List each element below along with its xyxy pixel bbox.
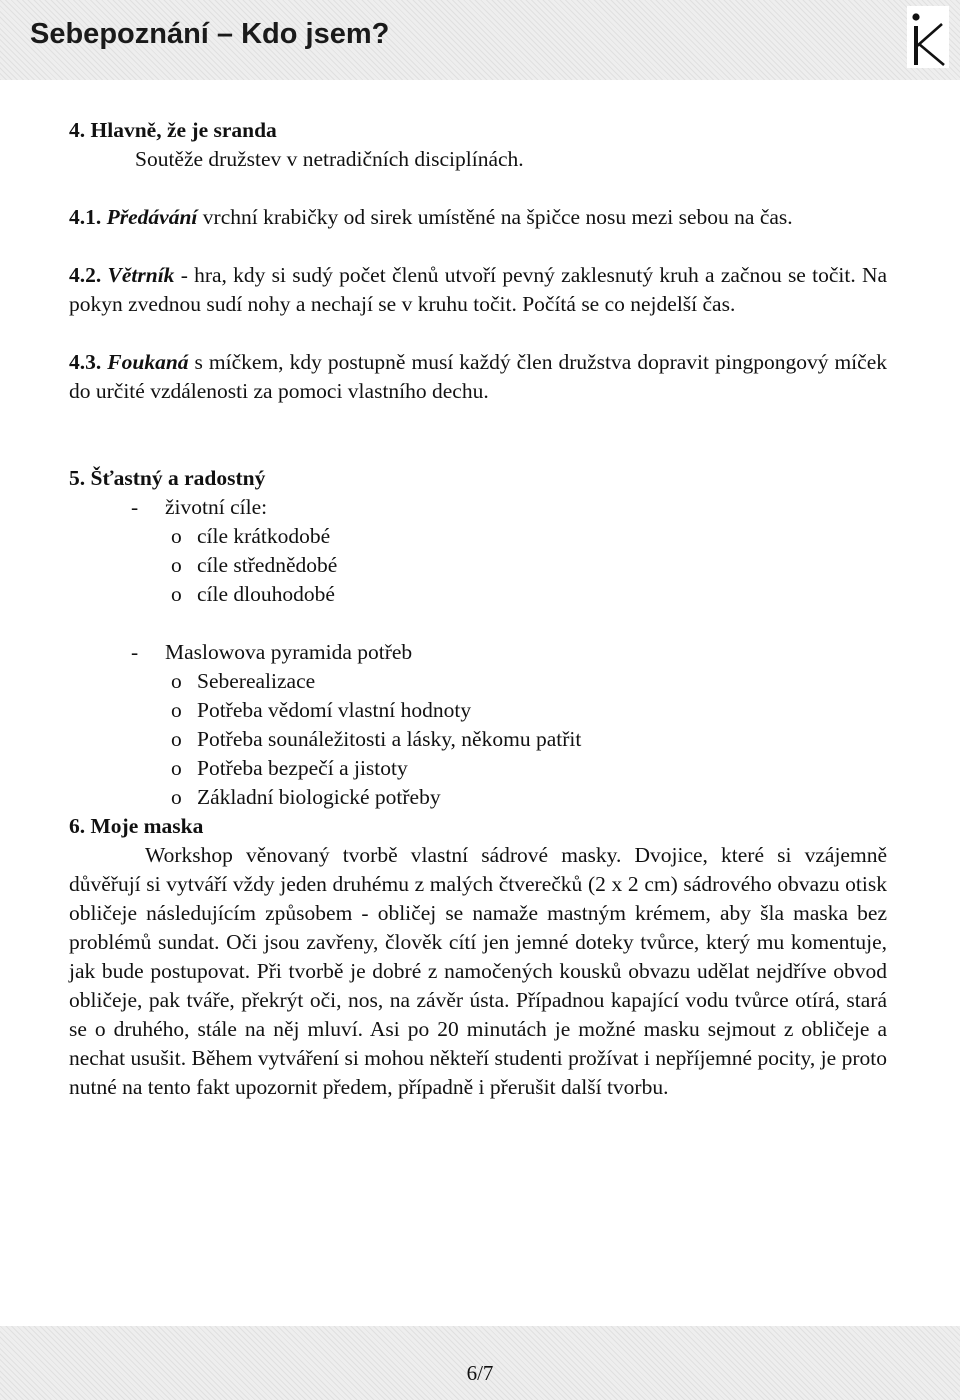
page-number: 6/7 xyxy=(466,1361,494,1385)
sub-item-text: cíle střednědobé xyxy=(197,553,338,577)
circle-bullet: o xyxy=(171,524,182,548)
sub-item-text: cíle krátkodobé xyxy=(197,524,331,548)
sub-item-text: Základní biologické potřeby xyxy=(197,785,441,809)
document-body xyxy=(69,116,887,1102)
sub-item-text: Seberealizace xyxy=(197,669,316,693)
dash-bullet: - xyxy=(131,495,139,519)
sub-list-item xyxy=(69,783,887,812)
page-footer xyxy=(0,1326,960,1400)
sub-item-text: Potřeba vědomí vlastní hodnoty xyxy=(197,698,472,722)
circle-bullet: o xyxy=(171,698,182,722)
item-4-2 xyxy=(69,261,887,319)
sub-list-item xyxy=(69,754,887,783)
circle-bullet: o xyxy=(171,727,182,751)
section-5-heading: 5. Šťastný a radostný xyxy=(69,466,266,490)
sub-list-item xyxy=(69,667,887,696)
list-item xyxy=(69,493,887,522)
sub-list-item xyxy=(69,580,887,609)
dash-bullet: - xyxy=(131,640,139,664)
document-title: Sebepoznání – Kdo jsem? xyxy=(30,18,390,50)
item-4-1 xyxy=(69,203,887,232)
sub-item-text: Potřeba bezpečí a jistoty xyxy=(197,756,408,780)
sub-item-text: Potřeba sounáležitosti a lásky, někomu patřit xyxy=(197,727,582,751)
section-6-paragraph xyxy=(69,841,887,1102)
sub-list-item xyxy=(69,725,887,754)
item-term: Předávání xyxy=(106,205,198,229)
item-4-3 xyxy=(69,348,887,406)
item-number: 4.2. xyxy=(69,263,102,287)
sub-list-item xyxy=(69,522,887,551)
item-text: s míčkem, kdy postupně musí každý člen družstva dopravit pingpongový míček do určité vzdálenosti za pomoci vlastního dechu. xyxy=(69,350,887,403)
page-header xyxy=(0,0,960,80)
item-term: Foukaná xyxy=(107,350,189,374)
section-6-heading: 6. Moje maska xyxy=(69,814,204,838)
sub-item-text: cíle dlouhodobé xyxy=(197,582,335,606)
list-item xyxy=(69,638,887,667)
circle-bullet: o xyxy=(171,553,182,577)
list-label: Maslowova pyramida potřeb xyxy=(165,640,413,664)
item-number: 4.1. xyxy=(69,205,102,229)
item-text: - hra, kdy si sudý počet členů utvoří pevný zaklesnutý kruh a začnou se točit. Na pokyn zvednou sudí nohy a nechají se v kruhu točit. Počítá se co nejdelší čas. xyxy=(69,263,888,316)
sub-list-item xyxy=(69,551,887,580)
item-text: vrchní krabičky od sirek umístěné na špičce nosu mezi sebou na čas. xyxy=(202,205,793,229)
item-term: Větrník xyxy=(107,263,175,287)
section-4-heading: 4. Hlavně, že je sranda xyxy=(69,118,277,142)
item-number: 4.3. xyxy=(69,350,102,374)
circle-bullet: o xyxy=(171,756,182,780)
section-4-subtitle: Soutěže družstev v netradičních disciplínách. xyxy=(135,147,524,171)
list-label: životní cíle: xyxy=(165,495,268,519)
circle-bullet: o xyxy=(171,582,182,606)
circle-bullet: o xyxy=(171,785,182,809)
paragraph-text: Workshop věnovaný tvorbě vlastní sádrové masky. Dvojice, které si vzájemně důvěřují si vytváří vždy jeden druhému z malých čtverečků (2 x 2 cm) sádrového obvazu otisk obličeje následujícím způsobem - obličej se namaže mastným krémem, aby šla maska bez problémů sundat. Oči jsou zavřeny, člověk cítí jen jemné doteky tvůrce, který mu komentuje, jak bude postupovat. Při tvorbě je dobré z namočených kousků obvazu udělat nejdříve obvod obličeje, pak tváře, překrýt oči, nos, na závěr ústa. Případnou kapající vodu tvůrce otírá, stará se o druhého, stále na něj mluví. Asi po 20 minutách je možné masku sejmout z obličeje a nechat usušit. Během vytváření si mohou někteří studenti prožívat i nepříjemné pocity, je proto nutné na tento fakt upozornit předem, případně i přerušit další tvorbu. xyxy=(69,843,887,1099)
k-logo-icon xyxy=(907,6,949,68)
circle-bullet: o xyxy=(171,669,182,693)
sub-list-item xyxy=(69,696,887,725)
